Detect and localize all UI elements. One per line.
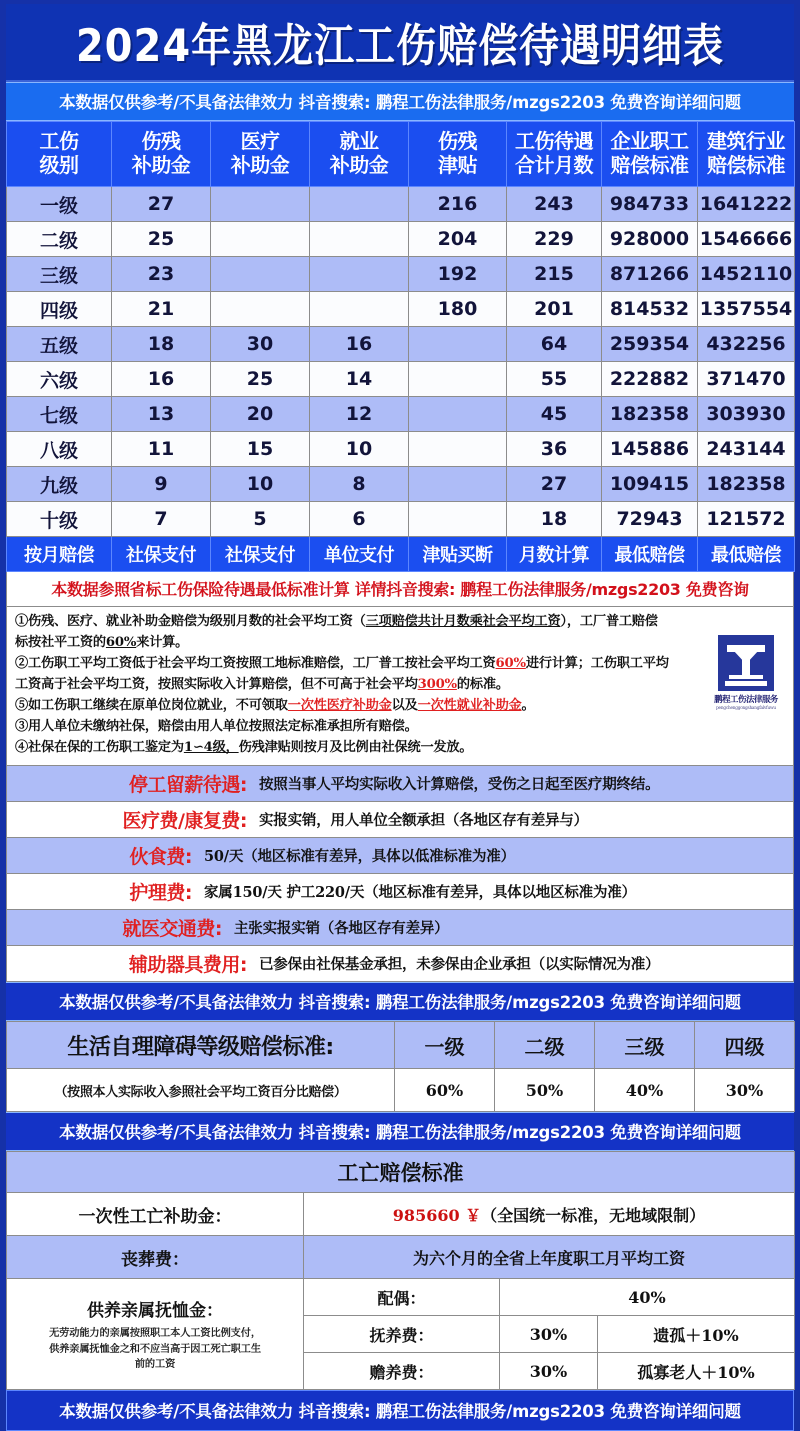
footer-cell-6: 最低赔偿 [602, 537, 698, 572]
cell-level: 六级 [7, 362, 112, 397]
fee-value: 实报实销，用人单位全额承担（各地区存有差异与） [259, 811, 588, 829]
cell-medical [211, 292, 310, 327]
cell-employment: 6 [310, 502, 409, 537]
cell-employment: 10 [310, 432, 409, 467]
care-pct-3: 40% [595, 1069, 695, 1112]
company-logo [709, 635, 783, 710]
table-row [7, 502, 795, 537]
cell-medical: 10 [211, 467, 310, 502]
care-level-4: 四级 [695, 1022, 795, 1069]
lump-sum-money: 985660 ￥ [392, 1205, 482, 1225]
footer-cell-7: 最低赔偿 [698, 537, 795, 572]
care-subtitle: （按照本人实际收入参照社会平均工资百分比赔偿） [7, 1069, 395, 1112]
cell-disability: 21 [112, 292, 211, 327]
col-header-employment: 就业 补助金 [310, 122, 409, 187]
logo-name-en: pengchenggongshangfalvfuwu [716, 705, 776, 710]
cell-level: 四级 [7, 292, 112, 327]
cell-months: 18 [507, 502, 602, 537]
cell-employment [310, 292, 409, 327]
self-care-table [6, 1021, 795, 1112]
care-title: 生活自理障碍等级赔偿标准: [7, 1022, 395, 1069]
cell-months: 45 [507, 397, 602, 432]
note-1: ①伤残、医疗、就业补助金赔偿为级别月数的社会平均工资（三项赔偿共计月数乘社会平均工资），工厂普工赔偿 [15, 614, 658, 629]
disclaimer-banner-mid: 本数据仅供参考/不具备法律效力 抖音搜索: 鹏程工伤法律服务/mzgs2203 免费咨询详细问题 [6, 982, 794, 1021]
table-row [7, 222, 795, 257]
table-footer-row [7, 537, 795, 572]
disclaimer-banner-bottom: 本数据仅供参考/不具备法律效力 抖音搜索: 鹏程工伤法律服务/mzgs2203 免费咨询详细问题 [6, 1390, 794, 1431]
poster-title-bar [6, 4, 794, 82]
cell-construction: 1546666 [698, 222, 795, 257]
death-funeral-row [7, 1236, 795, 1279]
cell-months: 36 [507, 432, 602, 467]
table-row [7, 467, 795, 502]
fee-value: 主张实报实销（各地区存有差异） [234, 919, 449, 937]
fee-row-lost-wages [6, 766, 794, 802]
support-desc-3: 前的工资 [134, 1358, 176, 1371]
cell-months: 243 [507, 187, 602, 222]
fee-label: 停工留薪待遇: [128, 773, 247, 796]
disclaimer-banner-top: 本数据仅供参考/不具备法律效力 抖音搜索: 鹏程工伤法律服务/mzgs2203 免费咨询详细问题 [6, 82, 794, 121]
cell-employment: 14 [310, 362, 409, 397]
footer-cell-3: 单位支付 [310, 537, 409, 572]
cell-medical: 20 [211, 397, 310, 432]
cell-months: 27 [507, 467, 602, 502]
fee-row-meals [6, 838, 794, 874]
fee-row-transport [6, 910, 794, 946]
note-1-cont: 标按社平工资的60%来计算。 [15, 635, 189, 651]
table-row [7, 327, 795, 362]
cell-allowance: 180 [409, 292, 507, 327]
cell-enterprise: 145886 [602, 432, 698, 467]
cell-months: 215 [507, 257, 602, 292]
cell-construction: 1641222 [698, 187, 795, 222]
support-pct-elder: 30% [500, 1353, 598, 1390]
support-pct-raise: 30% [500, 1316, 598, 1353]
note-5: ⑤如工伤职工继续在原单位岗位就业，不可领取一次性医疗补助金以及一次性就业补助金。 [15, 698, 535, 714]
col-header-enterprise: 企业职工 赔偿标准 [602, 122, 698, 187]
cell-level: 一级 [7, 187, 112, 222]
cell-construction: 1452110 [698, 257, 795, 292]
note-2-cont: 工资高于社会平均工资，按照实际收入计算赔偿，但不可高于社会平均300%的标准。 [15, 677, 509, 693]
cell-disability: 27 [112, 187, 211, 222]
cell-construction: 243144 [698, 432, 795, 467]
cell-employment [310, 187, 409, 222]
cell-disability: 9 [112, 467, 211, 502]
cell-allowance [409, 502, 507, 537]
cell-level: 七级 [7, 397, 112, 432]
table-row [7, 362, 795, 397]
death-title-row [7, 1152, 795, 1193]
pillar-icon [718, 635, 774, 691]
cell-employment: 8 [310, 467, 409, 502]
cell-allowance: 216 [409, 187, 507, 222]
fee-row-assistive [6, 946, 794, 982]
cell-enterprise: 109415 [602, 467, 698, 502]
cell-disability: 16 [112, 362, 211, 397]
cell-allowance: 204 [409, 222, 507, 257]
col-header-months: 工伤待遇 合计月数 [507, 122, 602, 187]
support-desc-1: 无劳动能力的亲属按照职工本人工资比例支付， [49, 1327, 261, 1340]
footer-cell-4: 津贴买断 [409, 537, 507, 572]
cell-allowance [409, 362, 507, 397]
death-compensation-table [6, 1151, 795, 1390]
table-body [7, 187, 795, 572]
cell-enterprise: 928000 [602, 222, 698, 257]
note-2: ②工伤职工平均工资低于社会平均工资按照工地标准赔偿，工厂普工按社会平均工资60%进行计算；工伤职工平均 [15, 656, 669, 672]
lump-sum-note: （全国统一标准，无地域限制） [481, 1205, 706, 1225]
cell-allowance [409, 327, 507, 362]
lump-sum-value [304, 1193, 795, 1236]
cell-employment: 16 [310, 327, 409, 362]
fee-value: 按照当事人平均实际收入计算赔偿，受伤之日起至医疗期终结。 [259, 775, 660, 793]
note-4: ④社保在保的工伤职工鉴定为1∽4级，伤残津贴则按月及比例由社保统一发放。 [15, 740, 473, 756]
cell-construction: 303930 [698, 397, 795, 432]
cell-disability: 23 [112, 257, 211, 292]
support-row-spouse [7, 1279, 795, 1316]
disclaimer-banner-mid2: 本数据仅供参考/不具备法律效力 抖音搜索: 鹏程工伤法律服务/mzgs2203 免费咨询详细问题 [6, 1112, 794, 1151]
footer-cell-0: 按月赔偿 [7, 537, 112, 572]
cell-allowance [409, 467, 507, 502]
footer-cell-1: 社保支付 [112, 537, 211, 572]
cell-enterprise: 182358 [602, 397, 698, 432]
cell-medical [211, 222, 310, 257]
fee-label: 医疗费/康复费: [122, 809, 247, 832]
care-header-row [7, 1022, 795, 1069]
cell-months: 229 [507, 222, 602, 257]
fee-label: 伙食费: [129, 845, 192, 868]
cell-construction: 432256 [698, 327, 795, 362]
col-header-construction: 建筑行业 赔偿标准 [698, 122, 795, 187]
table-row [7, 432, 795, 467]
care-pct-1: 60% [395, 1069, 495, 1112]
cell-level: 二级 [7, 222, 112, 257]
support-extra-elder: 孤寡老人＋10% [598, 1353, 795, 1390]
cell-disability: 7 [112, 502, 211, 537]
fee-row-nursing [6, 874, 794, 910]
support-title: 供养亲属抚恤金： [87, 1301, 223, 1322]
fee-value: 已参保由社保基金承担，未参保由企业承担（以实际情况为准） [259, 955, 660, 973]
cell-months: 55 [507, 362, 602, 397]
care-pct-4: 30% [695, 1069, 795, 1112]
cell-enterprise: 814532 [602, 292, 698, 327]
cell-disability: 25 [112, 222, 211, 257]
care-pct-2: 50% [495, 1069, 595, 1112]
col-header-disability: 伤残 补助金 [112, 122, 211, 187]
care-value-row [7, 1069, 795, 1112]
cell-medical: 15 [211, 432, 310, 467]
cell-enterprise: 72943 [602, 502, 698, 537]
support-kind-raise: 抚养费： [304, 1316, 500, 1353]
cell-level: 八级 [7, 432, 112, 467]
cell-disability: 18 [112, 327, 211, 362]
support-kind-elder: 赡养费： [304, 1353, 500, 1390]
cell-medical: 30 [211, 327, 310, 362]
cell-level: 三级 [7, 257, 112, 292]
cell-months: 201 [507, 292, 602, 327]
compensation-table [6, 121, 795, 572]
cell-medical [211, 257, 310, 292]
cell-construction: 371470 [698, 362, 795, 397]
table-header-row [7, 122, 795, 187]
table-row [7, 292, 795, 327]
cell-construction: 1357554 [698, 292, 795, 327]
col-header-medical: 医疗 补助金 [211, 122, 310, 187]
table-row [7, 397, 795, 432]
fee-value: 50/天（地区标准有差异，具体以低准标准为准） [204, 847, 515, 865]
footer-cell-2: 社保支付 [211, 537, 310, 572]
cell-construction: 121572 [698, 502, 795, 537]
death-lump-row [7, 1193, 795, 1236]
cell-allowance [409, 432, 507, 467]
fee-row-medical [6, 802, 794, 838]
support-pct-spouse: 40% [500, 1279, 795, 1316]
cell-level: 十级 [7, 502, 112, 537]
notes-block [6, 607, 794, 766]
fee-label: 就医交通费: [122, 917, 222, 940]
cell-level: 九级 [7, 467, 112, 502]
cell-employment: 12 [310, 397, 409, 432]
note-3: ③用人单位未缴纳社保，赔偿由用人单位按照法定标准承担所有赔偿。 [15, 719, 418, 735]
funeral-value: 为六个月的全省上年度职工月平均工资 [304, 1236, 795, 1279]
fee-label: 护理费: [129, 881, 192, 904]
cell-enterprise: 222882 [602, 362, 698, 397]
care-level-2: 二级 [495, 1022, 595, 1069]
cell-enterprise: 984733 [602, 187, 698, 222]
cell-allowance: 192 [409, 257, 507, 292]
page-title: 2024年黑龙江工伤赔偿待遇明细表 [75, 20, 725, 72]
cell-employment [310, 257, 409, 292]
support-description-cell [7, 1279, 304, 1390]
col-header-level: 工伤 级别 [7, 122, 112, 187]
care-level-1: 一级 [395, 1022, 495, 1069]
cell-allowance [409, 397, 507, 432]
death-title: 工亡赔偿标准 [7, 1152, 795, 1193]
cell-construction: 182358 [698, 467, 795, 502]
cell-employment [310, 222, 409, 257]
col-header-allowance: 伤残 津贴 [409, 122, 507, 187]
support-kind-spouse: 配偶： [304, 1279, 500, 1316]
cell-disability: 13 [112, 397, 211, 432]
table-row [7, 187, 795, 222]
cell-level: 五级 [7, 327, 112, 362]
table-row [7, 257, 795, 292]
lump-sum-label: 一次性工亡补助金： [7, 1193, 304, 1236]
logo-name-cn: 鹏程工伤法律服务 [714, 694, 778, 704]
cell-disability: 11 [112, 432, 211, 467]
red-standard-note: 本数据参照省标工伤保险待遇最低标准计算 详情抖音搜索: 鹏程工伤法律服务/mzgs2203 免费咨询 [6, 572, 794, 607]
support-desc-2: 供养亲属抚恤金之和不应当高于因工死亡职工生 [49, 1342, 261, 1355]
footer-cell-5: 月数计算 [507, 537, 602, 572]
funeral-label: 丧葬费： [7, 1236, 304, 1279]
support-extra-raise: 遗孤＋10% [598, 1316, 795, 1353]
cell-enterprise: 259354 [602, 327, 698, 362]
cell-medical: 25 [211, 362, 310, 397]
care-level-3: 三级 [595, 1022, 695, 1069]
cell-medical [211, 187, 310, 222]
cell-medical: 5 [211, 502, 310, 537]
fee-value: 家属150/天 护工220/天（地区标准有差异，具体以地区标准为准） [204, 883, 636, 901]
cell-enterprise: 871266 [602, 257, 698, 292]
fee-label: 辅助器具费用: [128, 953, 247, 976]
cell-months: 64 [507, 327, 602, 362]
